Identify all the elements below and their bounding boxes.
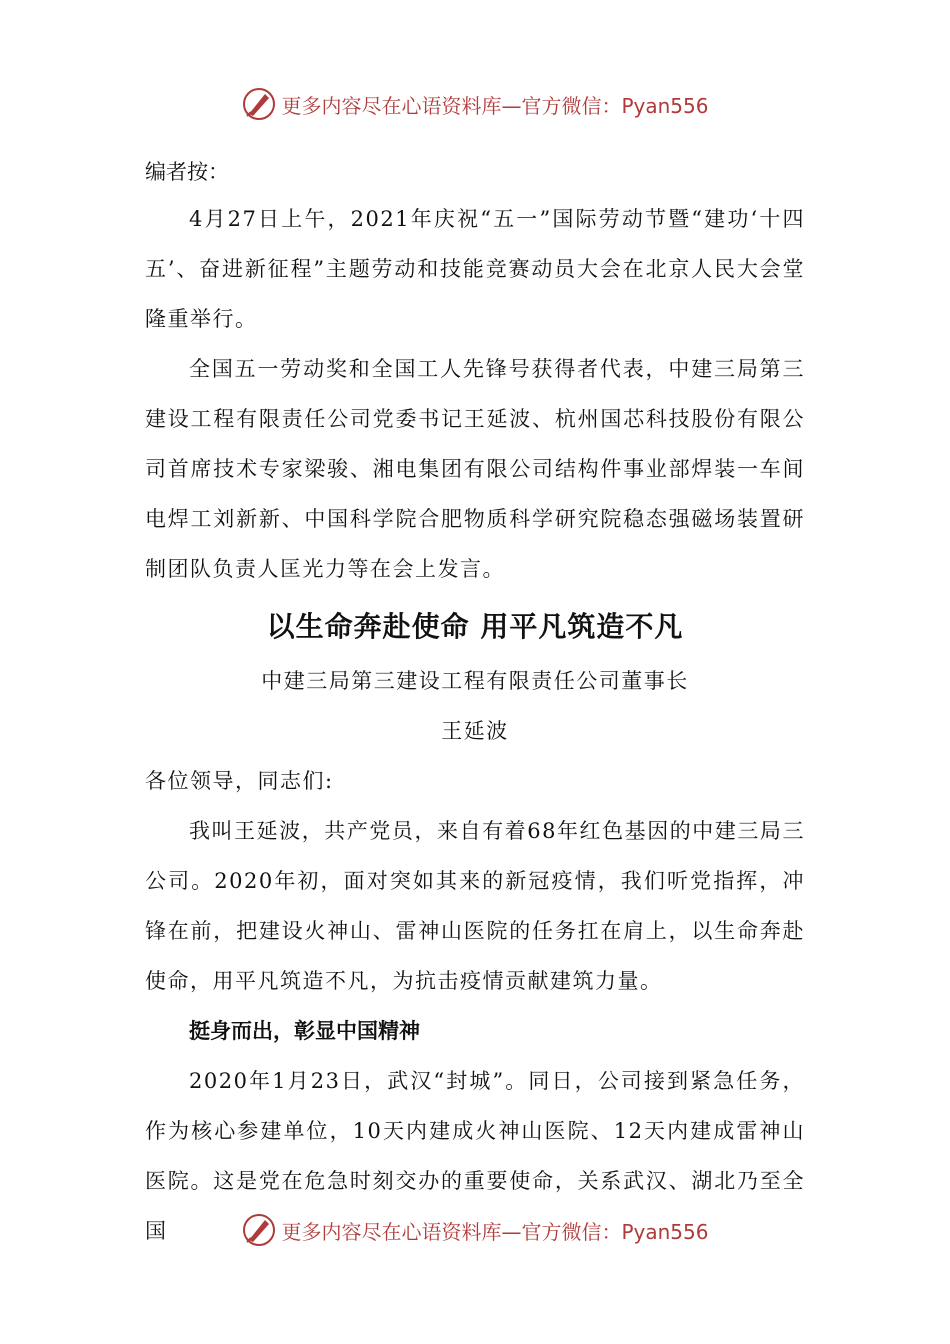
speaker-name: 王延波 bbox=[441, 719, 509, 743]
speech-intro-paragraph: 我叫王延波，共产党员，来自有着68年红色基因的中建三局三公司。2020年初，面对突如其来的新冠疫情，我们听党指挥，冲锋在前，把建设火神山、雷神山医院的任务扛在肩上，以生命奔赴使命，用平凡筑造不凡，为抗击疫情贡献建筑力量。 bbox=[145, 819, 805, 993]
watermark-banner-top bbox=[0, 84, 950, 124]
speech-title: 以生命奔赴使命 用平凡筑造不凡 bbox=[266, 610, 684, 643]
pen-nib-icon bbox=[241, 1212, 277, 1248]
watermark-banner-bottom bbox=[0, 1210, 950, 1250]
speech-greeting: 各位领导，同志们: bbox=[145, 769, 334, 793]
speaker-affiliation: 中建三局第三建设工程有限责任公司董事长 bbox=[261, 669, 689, 693]
article-body bbox=[145, 150, 805, 1256]
section-heading: 挺身而出，彰显中国精神 bbox=[189, 1019, 420, 1043]
section-paragraph: 2020年1月23日，武汉“封城”。同日，公司接到紧急任务，作为核心参建单位，10天内建成火神山医院、12天内建成雷神山医院。这是党在危急时刻交办的重要使命，关系武汉、湖北乃至全国 bbox=[145, 1069, 805, 1243]
pen-nib-icon bbox=[241, 86, 277, 122]
watermark-wechat: 官方微信：Pyan556 bbox=[521, 1219, 709, 1244]
watermark-text: 更多内容尽在心语资料库— bbox=[281, 93, 522, 118]
editor-note-label: 编者按： bbox=[145, 160, 229, 184]
watermark-wechat: 官方微信：Pyan556 bbox=[521, 93, 709, 118]
editor-note-paragraph-2: 全国五一劳动奖和全国工人先锋号获得者代表，中建三局第三建设工程有限责任公司党委书记王延波、杭州国芯科技股份有限公司首席技术专家梁骏、湘电集团有限公司结构件事业部焊装一车间电焊工刘新新、中国科学院合肥物质科学研究院稳态强磁场装置研制团队负责人匡光力等在会上发言。 bbox=[145, 357, 805, 581]
editor-note-paragraph-1: 4月27日上午，2021年庆祝“五一”国际劳动节暨“建功‘十四五’、奋进新征程”主题劳动和技能竞赛动员大会在北京人民大会堂隆重举行。 bbox=[145, 207, 805, 331]
watermark-text: 更多内容尽在心语资料库— bbox=[281, 1219, 522, 1244]
